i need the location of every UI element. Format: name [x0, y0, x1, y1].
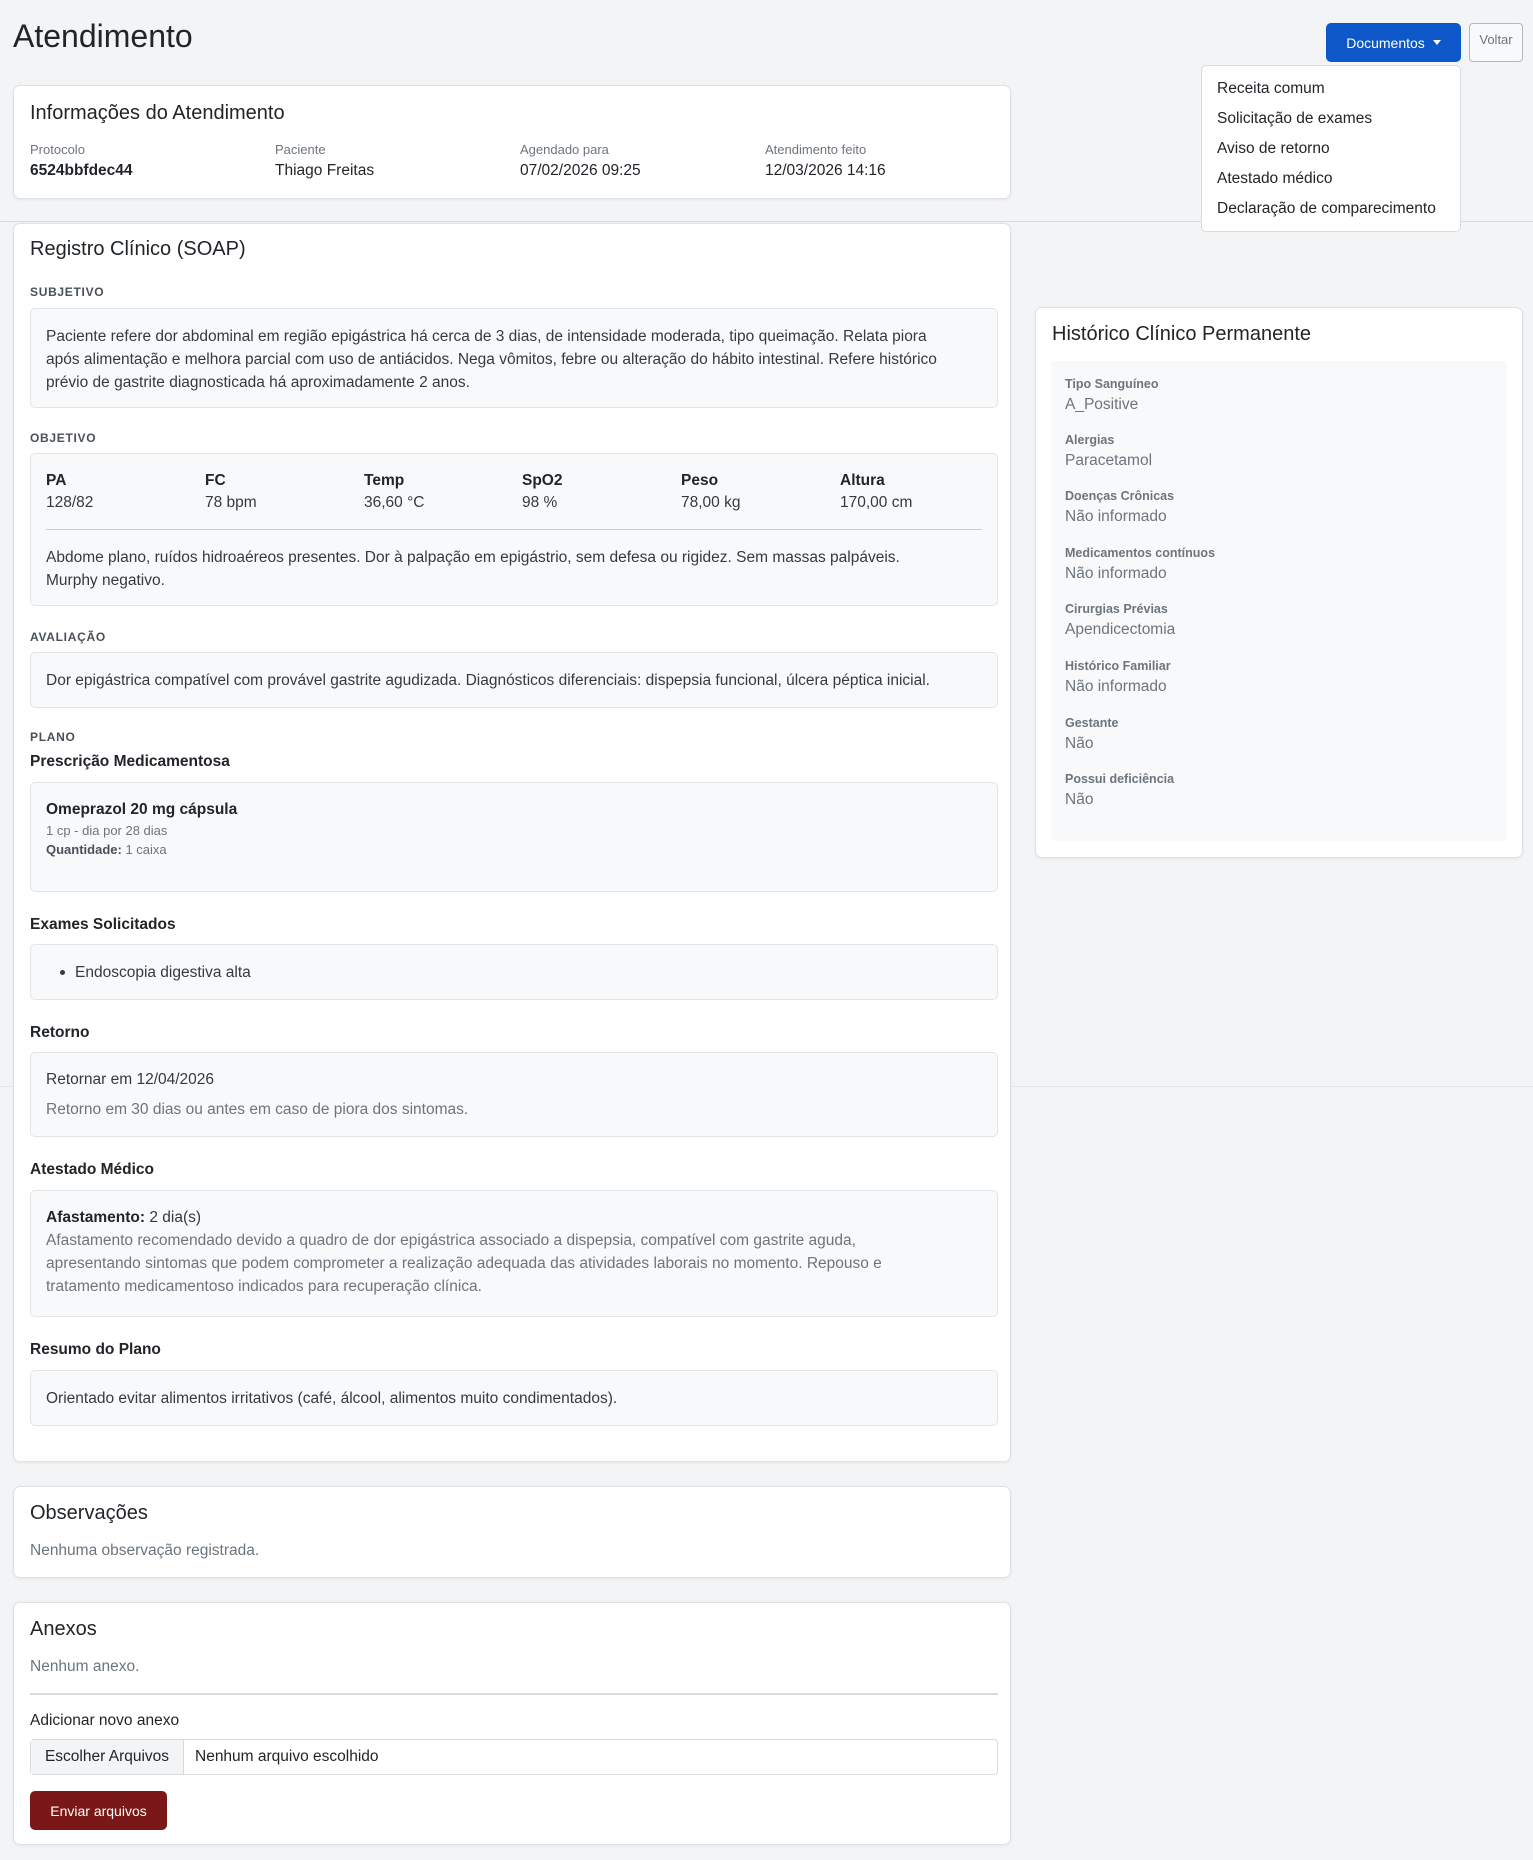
documents-button-label: Documentos — [1346, 34, 1425, 51]
soap-card-title: Registro Clínico (SOAP) — [30, 238, 246, 260]
info-scheduled — [520, 142, 641, 180]
quantity-label: Quantidade: — [46, 842, 122, 857]
history-label: Tipo Sanguíneo — [1065, 377, 1159, 391]
menu-item-solicitacao-exames[interactable]: Solicitação de exames — [1217, 110, 1373, 127]
history-item — [1065, 433, 1152, 470]
vital-value: 98 % — [522, 494, 558, 511]
soap-card — [13, 223, 1011, 1462]
exams-box — [30, 944, 998, 1000]
history-value: Não — [1065, 791, 1094, 808]
menu-item-receita-comum[interactable]: Receita comum — [1217, 80, 1325, 97]
menu-item-declaracao-comparecimento[interactable]: Declaração de comparecimento — [1217, 200, 1436, 217]
history-card-title: Histórico Clínico Permanente — [1052, 323, 1311, 345]
drug-quantity — [46, 841, 982, 859]
vital-weight — [681, 472, 740, 512]
file-status-text: Nenhum arquivo escolhido — [195, 1748, 379, 1765]
certificate-title: Atestado Médico — [30, 1161, 155, 1178]
page-title: Atendimento — [13, 18, 193, 54]
history-item — [1065, 659, 1171, 696]
subjective-box — [30, 308, 998, 408]
observations-title: Observações — [30, 1502, 148, 1524]
prescription-box — [30, 782, 998, 892]
caret-down-icon — [1433, 40, 1441, 45]
history-label: Histórico Familiar — [1065, 659, 1171, 673]
drug-dosage: 1 cp - dia por 28 dias — [46, 823, 168, 838]
assessment-label: AVALIAÇÃO — [30, 630, 106, 644]
leave-value: 2 dia(s) — [149, 1209, 202, 1226]
subjective-line: prévio de gastrite diagnosticada há aproximadamente 2 anos. — [46, 374, 470, 391]
vitals-divider — [46, 529, 982, 530]
history-value: Não informado — [1065, 508, 1167, 525]
summary-text: Orientado evitar alimentos irritativos (café, álcool, alimentos muito condimentados). — [46, 1390, 618, 1407]
vital-value: 78,00 kg — [681, 494, 741, 511]
info-label: Atendimento feito — [765, 142, 867, 157]
history-label: Gestante — [1065, 716, 1119, 730]
info-value: Thiago Freitas — [275, 162, 375, 179]
vital-spo2 — [522, 472, 562, 512]
documents-dropdown-button[interactable] — [1326, 23, 1461, 62]
return-title: Retorno — [30, 1024, 90, 1041]
history-item — [1065, 716, 1119, 753]
history-value: Não — [1065, 735, 1094, 752]
info-value: 6524bbfdec44 — [30, 162, 133, 179]
history-item — [1065, 546, 1215, 583]
attachments-card — [13, 1602, 1011, 1845]
vital-label: Altura — [840, 472, 885, 489]
vital-value: 128/82 — [46, 494, 94, 511]
info-patient — [275, 142, 374, 180]
info-value: 12/03/2026 14:16 — [765, 162, 886, 179]
new-attachment-label: Adicionar novo anexo — [30, 1712, 180, 1729]
vital-fc — [205, 472, 257, 512]
history-value: Não informado — [1065, 565, 1167, 582]
attachments-title: Anexos — [30, 1618, 97, 1640]
subjective-label: SUBJETIVO — [30, 285, 105, 299]
vital-pa — [46, 472, 93, 512]
exam-text: Endoscopia digestiva alta — [75, 964, 251, 981]
summary-title: Resumo do Plano — [30, 1341, 161, 1358]
info-card-title: Informações do Atendimento — [30, 102, 285, 124]
info-label: Agendado para — [520, 142, 609, 157]
history-panel — [1051, 361, 1507, 841]
vital-temp — [364, 472, 425, 512]
info-label: Paciente — [275, 142, 326, 157]
info-protocol — [30, 142, 133, 180]
info-completed — [765, 142, 886, 180]
history-card — [1035, 307, 1523, 858]
assessment-box — [30, 652, 998, 708]
leave-line — [46, 1207, 982, 1229]
history-item — [1065, 602, 1175, 639]
observations-card — [13, 1486, 1011, 1578]
vital-value: 170,00 cm — [840, 494, 913, 511]
vital-label: FC — [205, 472, 226, 489]
history-item — [1065, 772, 1174, 809]
subjective-line: após alimentação e melhora parcial com uso de antiácidos. Nega vômitos, febre ou alteração do hábito intestinal. Refere histórico — [46, 351, 937, 368]
attachments-divider — [30, 1693, 998, 1695]
certificate-line: apresentando sintomas que podem comprometer a realização adequada das atividades laborais no momento. Repouso e — [46, 1255, 882, 1272]
info-label: Protocolo — [30, 142, 85, 157]
history-value: Paracetamol — [1065, 452, 1153, 469]
vital-value: 36,60 °C — [364, 494, 425, 511]
history-label: Alergias — [1065, 433, 1115, 447]
certificate-line: tratamento medicamentoso indicados para recuperação clínica. — [46, 1278, 482, 1295]
history-label: Possui deficiência — [1065, 772, 1175, 786]
back-button[interactable]: Voltar — [1469, 23, 1523, 62]
objective-box — [30, 453, 998, 606]
objective-line: Murphy negativo. — [46, 572, 165, 589]
summary-box — [30, 1370, 998, 1426]
vital-label: Peso — [681, 472, 719, 489]
history-value: Não informado — [1065, 678, 1167, 695]
return-date: Retornar em 12/04/2026 — [46, 1071, 215, 1088]
info-value: 07/02/2026 09:25 — [520, 162, 641, 179]
vital-value: 78 bpm — [205, 494, 257, 511]
attachments-empty: Nenhum anexo. — [30, 1658, 140, 1675]
vital-label: Temp — [364, 472, 405, 489]
vital-height — [840, 472, 912, 512]
history-value: Apendicectomia — [1065, 621, 1176, 638]
subjective-line: Paciente refere dor abdominal em região epigástrica há cerca de 3 dias, de intensidade moderada, tipo queimação. Relata piora — [46, 328, 927, 345]
info-card — [13, 85, 1011, 199]
objective-label: OBJETIVO — [30, 431, 97, 445]
history-value: A_Positive — [1065, 396, 1139, 413]
documents-dropdown-menu — [1201, 65, 1461, 232]
vital-label: PA — [46, 472, 67, 489]
history-item — [1065, 377, 1159, 414]
objective-line: Abdome plano, ruídos hidroaéreos presentes. Dor à palpação em epigástrio, sem defesa ou rigidez. Sem massas palpáveis. — [46, 549, 900, 566]
certificate-line: Afastamento recomendado devido a quadro de dor epigástrica associado a dispepsia, compatível com gastrite aguda, — [46, 1232, 856, 1249]
quantity-value: 1 caixa — [125, 842, 167, 857]
leave-label: Afastamento: — [46, 1209, 146, 1226]
exam-item — [46, 961, 982, 984]
bullet-icon — [60, 970, 65, 975]
return-box — [30, 1052, 998, 1137]
plan-label: PLANO — [30, 730, 76, 744]
prescription-title: Prescrição Medicamentosa — [30, 753, 230, 770]
objective-notes — [46, 546, 900, 592]
menu-item-atestado-medico[interactable]: Atestado médico — [1217, 170, 1333, 187]
history-label: Doenças Crônicas — [1065, 489, 1175, 503]
return-note: Retorno em 30 dias ou antes em caso de piora dos sintomas. — [46, 1101, 469, 1118]
choose-files-button[interactable]: Escolher Arquivos — [31, 1740, 184, 1774]
assessment-text: Dor epigástrica compatível com provável gastrite agudizada. Diagnósticos diferenciais: dispepsia funcional, úlcera péptica inicial. — [46, 672, 930, 689]
history-item — [1065, 489, 1174, 526]
file-input[interactable] — [30, 1739, 998, 1775]
drug-name: Omeprazol 20 mg cápsula — [46, 801, 238, 818]
exams-title: Exames Solicitados — [30, 916, 176, 933]
vital-label: SpO2 — [522, 472, 563, 489]
menu-item-aviso-retorno[interactable]: Aviso de retorno — [1217, 140, 1330, 157]
history-label: Cirurgias Prévias — [1065, 602, 1168, 616]
history-label: Medicamentos contínuos — [1065, 546, 1216, 560]
send-files-button[interactable]: Enviar arquivos — [30, 1791, 167, 1830]
certificate-box — [30, 1190, 998, 1317]
observations-empty: Nenhuma observação registrada. — [30, 1542, 260, 1559]
